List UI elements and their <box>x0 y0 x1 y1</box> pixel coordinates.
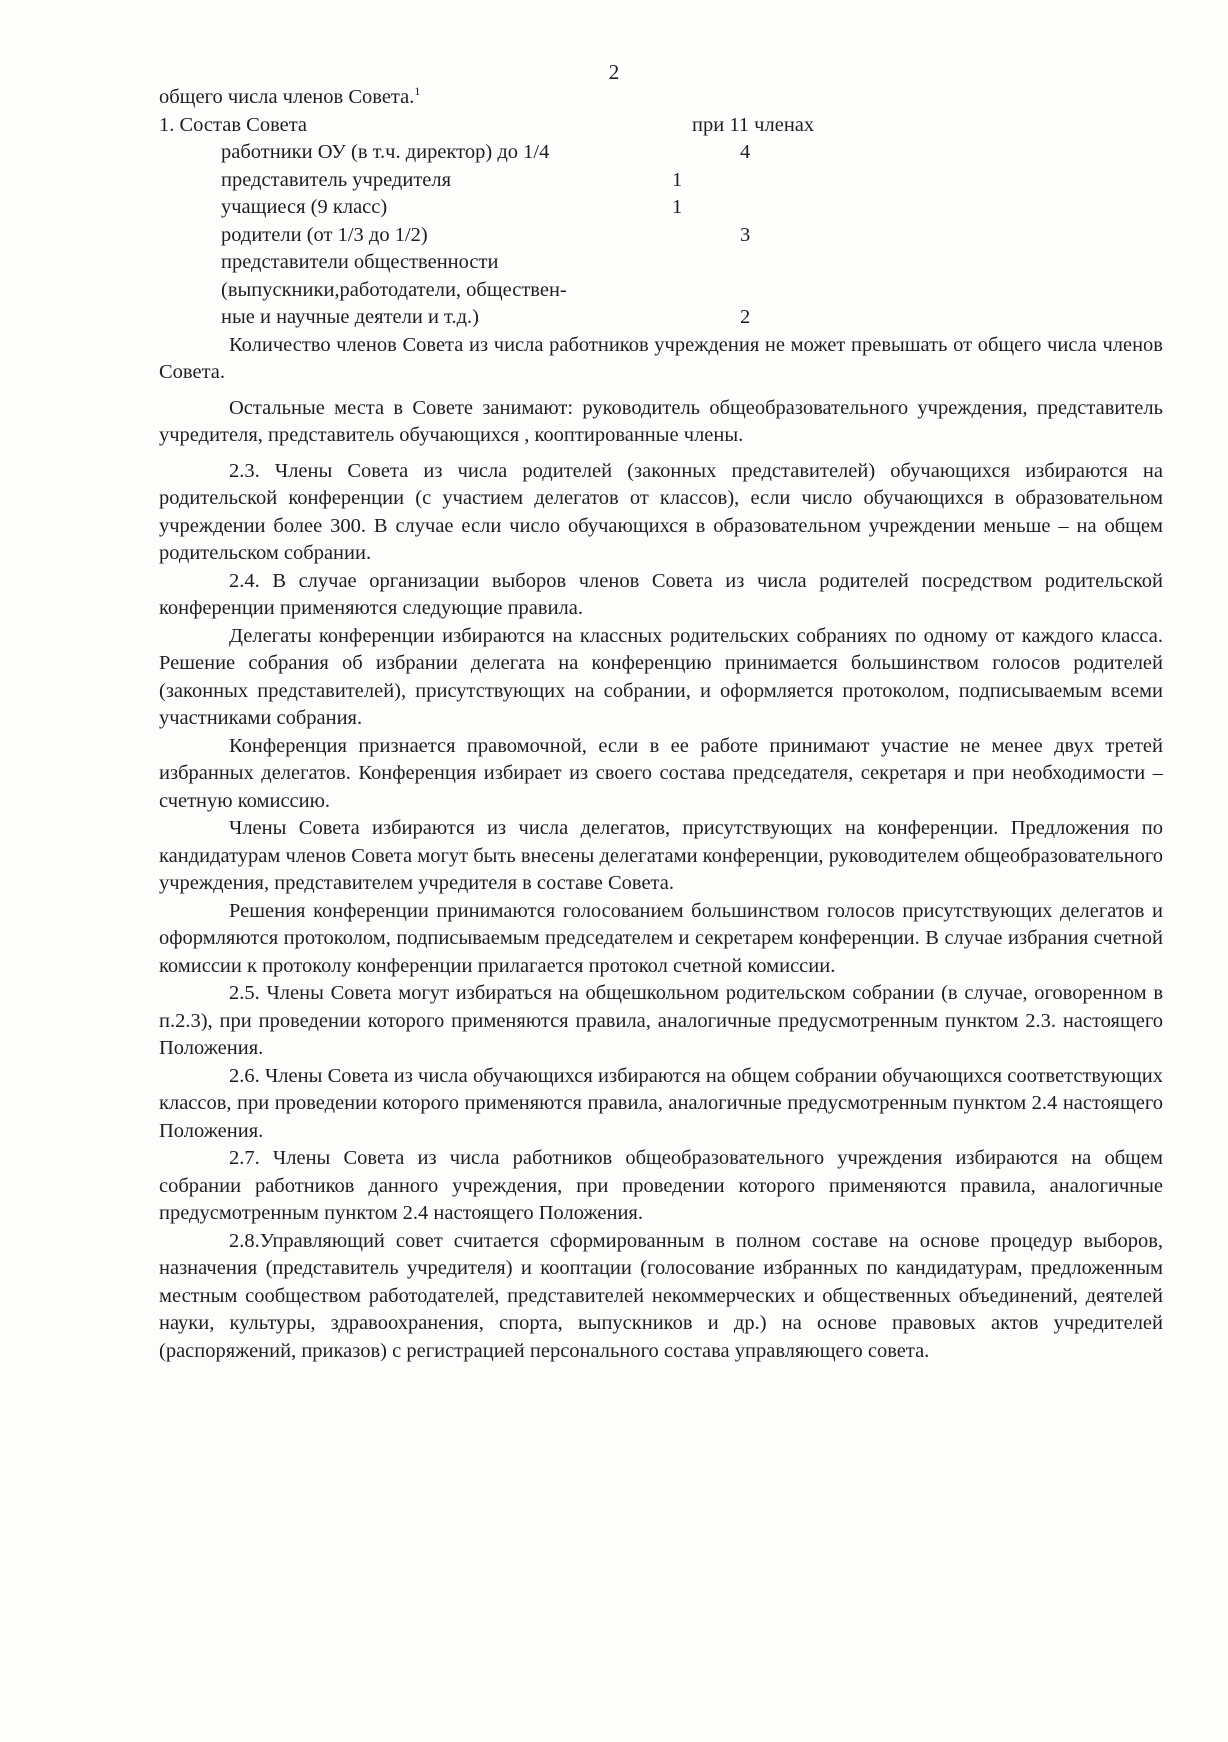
footnote-marker: 1 <box>414 84 421 99</box>
composition-row <box>159 167 1163 195</box>
composition-label: представитель учредителя <box>221 168 452 191</box>
composition-label: учащиеся (9 класс) <box>221 196 388 218</box>
composition-label: работники ОУ (в т.ч. директор) до 1/4 <box>221 141 550 163</box>
paragraph: 2.5. Члены Совета могут избираться на общешкольном родительском собрании (в случае, оговоренном в п.2.3), при проведении которого применяются правила, аналогичные предусмотренным пунктом 2.3. настоящего Положения. <box>159 982 1163 1059</box>
intro-text: общего числа членов Совета. <box>159 86 415 108</box>
paragraph: Члены Совета избираются из числа делегатов, присутствующих на конференции. Предложения по кандидатурам членов Совета могут быть внесены делегатами конференции, руководителем общеобразовательного учреждения, представителем учредителя в составе Совета. <box>159 817 1163 894</box>
paragraph: 2.4. В случае организации выборов членов Совета из числа родителей посредством родительской конференции применяются следующие правила. <box>159 569 1163 619</box>
composition-label: (выпускники,работодатели, обществен- <box>221 278 567 301</box>
paragraph: Количество членов Совета из числа работников учреждения не может превышать от общего числа членов Совета. <box>159 333 1163 383</box>
composition-value: 4 <box>740 141 751 163</box>
composition-value: 3 <box>740 223 751 246</box>
paragraph: 2.3. Члены Совета из числа родителей (законных представителей) обучающихся избираются на родительской конференции (с участием делегатов от классов), если число обучающихся в образовательном учреждении более 300. В случае если число обучающихся в образовательном учреждении меньше – на общем родительском собрании. <box>159 459 1163 564</box>
composition-value: 2 <box>740 306 751 328</box>
composition-label: родители (от 1/3 до 1/2) <box>221 223 428 246</box>
paragraph: 2.6. Члены Совета из числа обучающихся избираются на общем собрании обучающихся соответствующих классов, при проведении которого применяются правила, аналогичные предусмотренным пунктом 2.4 настоящего Положения. <box>159 1064 1163 1142</box>
paragraph: 2.8.Управляющий совет считается сформированным в полном составе на основе процедур выборов, назначения (представитель учредителя) и кооптации (голосование избранных по кандидатурам, предложенным местным сообществом работодателей, представителей некоммерческих и общественных объединений, деятелей науки, культуры, здравоохранения, спорта, выпускников и др.) на основе правовых актов учредителей (распоряжений, приказов) с регистрацией персонального состава управляющего совета. <box>159 1229 1163 1362</box>
intro-line <box>159 84 1163 112</box>
composition-label: ные и научные деятели и т.д.) <box>221 306 479 328</box>
composition-column-header: при 11 членах <box>692 113 815 136</box>
composition-heading-row <box>159 112 1163 140</box>
page-number: 2 <box>608 60 620 84</box>
composition-value: 1 <box>672 168 683 191</box>
paragraph: 2.7. Члены Совета из числа работников общеобразовательного учреждения избираются на общем собрании работников данного учреждения, при проведении которого применяются правила, аналогичные предусмотренным пунктом 2.4 настоящего Положения. <box>159 1147 1163 1224</box>
composition-row <box>159 249 1163 277</box>
composition-heading: 1. Состав Совета <box>159 113 308 136</box>
composition-row <box>159 139 1163 167</box>
composition-row <box>159 222 1163 250</box>
paragraph: Конференция признается правомочной, если в ее работе принимают участие не менее двух третей избранных делегатов. Конференция избирает из своего состава председателя, секретаря и при необходимости – счетную комиссию. <box>159 734 1163 812</box>
composition-label: представители общественности <box>221 251 499 273</box>
paragraph: Остальные места в Совете занимают: руководитель общеобразовательного учреждения, представитель учредителя, представитель обучающихся , кооптированные члены. <box>159 396 1163 446</box>
composition-row <box>159 194 1163 222</box>
paragraph: Делегаты конференции избираются на классных родительских собраниях по одному от каждого класса. Решение собрания об избрании делегата на конференцию принимается большинством голосов родителей (законных представителей), присутствующих на собрании, и оформляется протоколом, подписываемым всеми участниками собрания. <box>159 624 1163 729</box>
paragraph: Решения конференции принимаются голосованием большинством голосов присутствующих делегатов и оформляются протоколом, подписываемым председателем и секретарем конференции. В случае избрания счетной комиссии к протоколу конференции прилагается протокол счетной комиссии. <box>159 899 1163 977</box>
document-body <box>159 84 1163 1365</box>
composition-row <box>159 304 1163 332</box>
composition-row <box>159 277 1163 305</box>
composition-value: 1 <box>672 196 683 218</box>
